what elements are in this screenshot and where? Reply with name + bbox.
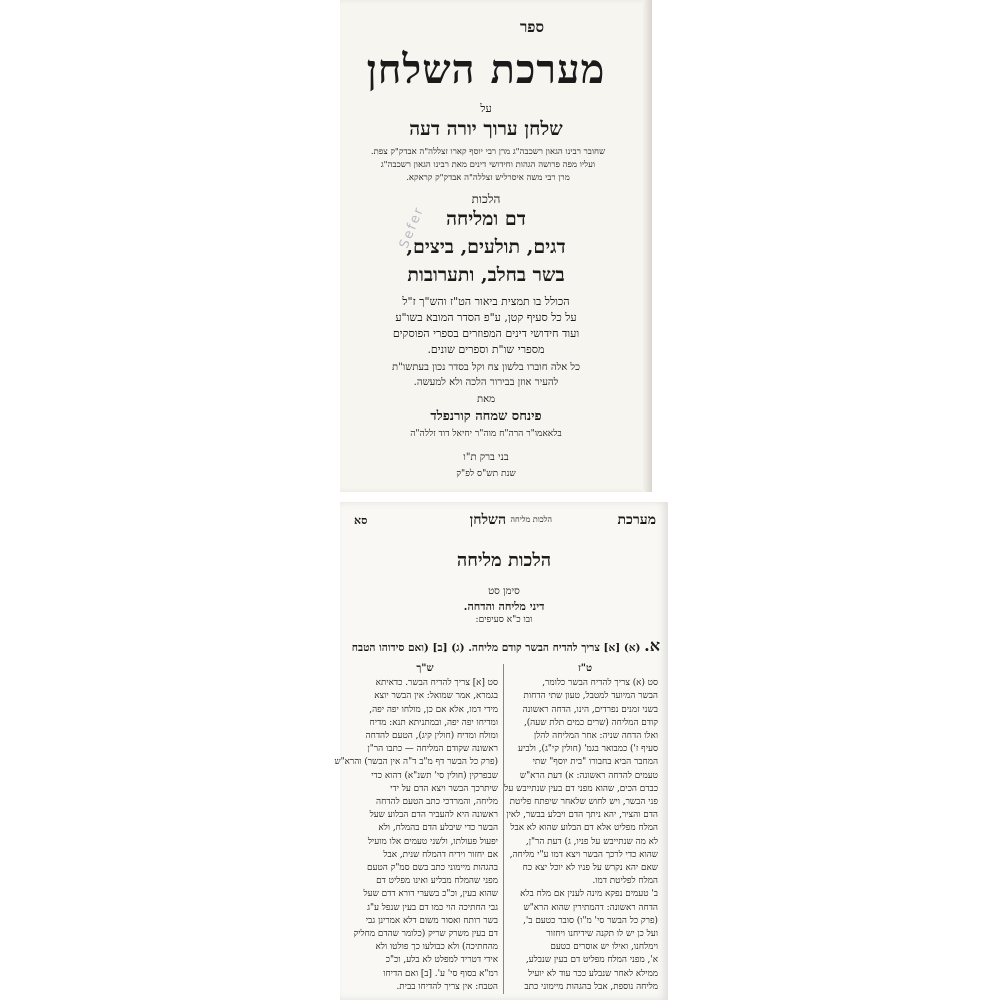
commentary-line: גבי החתיכה הוי כמו דם בעין שנפל ע"ג (367, 902, 498, 913)
commentary-line: ב' טעמים נפקא מינה לענין אם מלח בלא (520, 889, 658, 900)
commentary-line: שיתרכך הבשר ויצא הדם על ידי (390, 783, 498, 794)
commentary-line: ראשונה שקודם המליחה — כתבו הר"ן (367, 744, 498, 755)
commentary-line: אם יחזור וידיח דהמלח שנית, אבל (383, 849, 498, 860)
commentary-line: ומדיחו יפה יפה, ובמתניתא תנא: מדיח (369, 717, 498, 728)
page-spine-shadow (642, 0, 652, 492)
on-work-title: שלחן ערוך יורה דעה (409, 118, 563, 140)
commentary-line: בהגהות מיימוני כתב בשם סמ"ק הטעם (367, 863, 498, 874)
commentary-line: מידי דמו, אלא אם כן, מולחו יפה יפה, (369, 704, 498, 715)
chapter-title: הלכות מליחה (456, 550, 552, 571)
siman-subtitle-count: ובו כ"א סעיפים: (475, 615, 533, 625)
taz-column (504, 662, 658, 1000)
all-these-line: להעיר אוזן בבירור הלכה ולא למעשה. (413, 377, 559, 388)
commentary-line: שהוא כדי לרכך הבשר ויצא דמו ע"י מליחה, (509, 849, 658, 860)
authors-line: מרן רבי משה איסרליש זצללה"ה אבדק"ק קראקא. (406, 173, 570, 183)
main-text-line (348, 636, 660, 656)
main-text: (א) [א] צריך להדיח הבשר קודם מליחה. (ג) [ב] (ואם סידוהו הטבח (351, 642, 641, 654)
includes-line: על כל סעיף קטן, ע"פ הסדר המובא בשו"ע (395, 311, 577, 324)
watermark: Sefer (396, 204, 428, 251)
taz-column-head: ט"ז (577, 663, 593, 674)
commentary-line: לא מה שנתייבש על פניו, ג) דעת הר"ן, (525, 836, 658, 847)
authors-line: שחובר רבינו הגאון רשכבה"ג מרן רבי יוסף קארו זצללה"ה אבדק"ק צפת. (370, 147, 606, 157)
commentary-line: וימלחנו, ואילו יש אוסרים כטעם (550, 942, 658, 953)
authors-block (346, 146, 630, 185)
commentary-line: הדחה ראשונה: דהמתירין שהוא הרא"ש (523, 902, 658, 913)
commentary-line: כבדם הכים, שהוא מפני דם בעין שנתייבש על (504, 783, 658, 794)
commentary-line: (פרק כל הבשר דף מ"ב ד"ה אין הבשר) והרא"ש (334, 757, 498, 768)
content-page-scan (334, 502, 668, 1000)
commentary-line: בגמרא, אמר שמואל: אין הבשר יוצא (374, 691, 498, 702)
siman-subtitle: דיני מליחה והדחה. (463, 600, 545, 613)
commentary-line: המלח מפליט אלא דם הבלוע שהוא לא אבל (510, 823, 658, 834)
publication-year: שנת תש"ס לפ"ק (456, 469, 516, 479)
commentary-line: פני הבשר, ויש לחוש שלאחר שיפתח פליטת (509, 797, 658, 808)
commentary-line: ועל כן יש לו תקנה שידיחנו ויחזור (546, 929, 658, 940)
topic-line: דגים, תולעים, ביצים, (406, 236, 566, 258)
shach-column-head: ש"ך (416, 663, 434, 674)
commentary-line: ממילא לאחר שנבלע ככר עוד לא יועיל (528, 968, 658, 979)
book-title: מערכת השלחן (366, 46, 606, 93)
siman-number: סימן סט (488, 586, 520, 597)
commentary-line: סט [א] צריך להדיח הבשר. כדאיתא (375, 678, 498, 689)
commentary-line: הבשר המיועד למטבל, טעון שתי הדחות (523, 691, 658, 702)
commentary-line: בשר רותח ואסור משום דלא אמרינן גבי (365, 915, 498, 926)
column-divider (503, 664, 504, 994)
author-name: פינחס שמחה קורנפלד (430, 409, 542, 424)
running-head (350, 512, 656, 532)
authors-line: ועליו מפה פרושה הגהות וחידושי דינים מאת רבינו הגאון רשכבה"ג (380, 160, 596, 170)
paragraph-letter: א. (644, 636, 660, 655)
commentary-line: דם בעין משרק שריק (כלומר שהדם מחליק (353, 929, 498, 940)
from-label: מאת (476, 394, 496, 405)
includes-line: הכולל בו תמצית ביאור הט"ז והש"ך ז"ל (402, 295, 570, 308)
commentary-line: מליחה נוספת, אבל בהגהות מיימוני כתב (524, 981, 658, 992)
title-page-scan (340, 0, 652, 492)
commentary-line: המלח לפליטת דמו. (592, 876, 658, 887)
commentary-line: ואלו הדחה שניה: אחר המליחה להלן (533, 731, 658, 742)
includes-block (340, 294, 632, 358)
all-these-line: כל אלה חוברו בלשון צח וקל בסדר נכון בעתשו"ת (391, 362, 580, 373)
commentary-line: קודם המליחה (שרים כמים תלת שעה), (523, 717, 658, 728)
running-head-right: מערכת (617, 512, 656, 528)
page-number: סא (354, 514, 368, 527)
commentary-line: בשני זמנים נפרדים, הינו, הדחה ראשונה (522, 704, 658, 715)
al-label: על (480, 102, 492, 115)
commentary-line: מהחתיכה) ולא כבולעו כך פולטו ולא (375, 942, 498, 953)
commentary-line: יפעול פעולתו, ולשני טעמים אלו מועיל (367, 836, 498, 847)
commentary-line: סעיף ז') כמבואר בגמ' (חולין קי"ג), ולביע (518, 744, 658, 755)
commentary-line: שאם יהא נקרש על פניו לא יוכל יצא כח (522, 863, 658, 874)
shach-column (334, 662, 498, 1000)
running-head-section: הלכות מליחה (510, 515, 552, 524)
publication-place: בני ברק ת"ו (463, 452, 509, 463)
commentary-line: ומולח ומדיח (חולין קיג), הטעם להדחה (365, 731, 498, 742)
commentary-line: רמ"א בסוף סי' ע'. [ב] ואם הדיחו (383, 968, 498, 979)
author-father: בלאאמו"ר הרה"ח מוה"ר יחיאל דוד זללה"ה (410, 429, 562, 439)
topic-line: דם ומליחה (446, 208, 526, 230)
halachot-label: הלכות (471, 192, 501, 206)
commentary-line: שהוא בעין, וכ"כ בשערי דורא דדם שעל (363, 889, 498, 900)
running-head-middle: השלחן (469, 512, 506, 528)
commentary-line: הדם והציר, יהא ניתך הדם ויבלע בבשר, לאין (506, 810, 658, 821)
commentary-line: סט (א) צריך להדיח הבשר כלומר, (542, 678, 658, 689)
commentary-line: (פרק כל הבשר סי' מ"ו) סובר כטעם ב', (523, 915, 658, 926)
commentary-line: שבפרקין (חולין סי' תשנ"א) דהוא כדי (371, 770, 498, 781)
commentary-line: הטבח: אין צריך להדיחו בבית. (396, 981, 498, 992)
commentary-line: מליחה, והמרדכי כתב הטעם להדחה (376, 797, 498, 808)
sefer-label: ספר (519, 18, 544, 36)
all-these-block (340, 360, 632, 390)
commentary-line: טעמים להדחה ראשונה: א) דעת הרא"ש (519, 770, 658, 781)
commentary-line: ראשונה היא להעביר הדם הבלוע שעל (369, 810, 498, 821)
includes-line: מספרי שו"ת וספרים שונים. (427, 343, 545, 356)
commentary-line: הבשר כדי שיבלע הדם בהמלח, ולא (378, 823, 498, 834)
commentary-line: מפני שהמלח מבליע ואינו מפליט דם (376, 876, 498, 887)
topic-line: בשר בחלב, ותערובות (407, 264, 565, 286)
commentary-line: המחבר הביא בחבורו "בית יוסף" שתי (532, 757, 658, 768)
includes-line: ועוד חידושי דינים המפוזרים בספרי הפוסקים (392, 327, 580, 340)
commentary-line: אידי דטריד למפלט לא בלע, וכ"כ (385, 955, 498, 966)
commentary-line: א', מפני המלח מפליט דם בעין שנבלע, (525, 955, 658, 966)
